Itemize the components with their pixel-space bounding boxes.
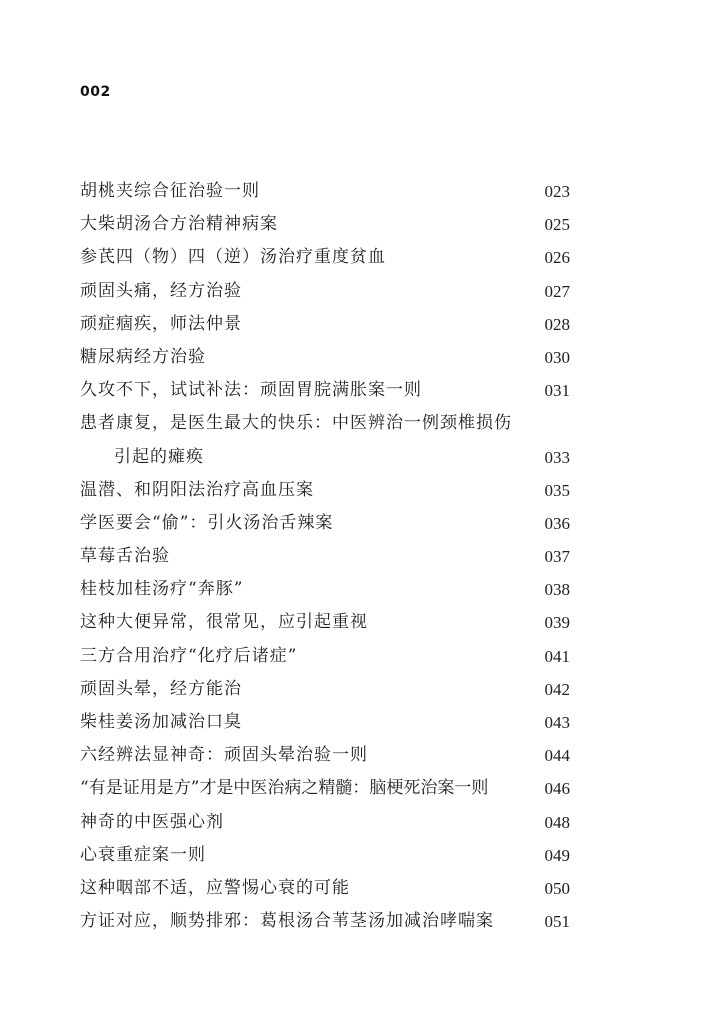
toc-entry-page: 035	[544, 480, 570, 500]
toc-entry	[80, 872, 570, 905]
toc-entry-page: 049	[544, 845, 570, 865]
toc-entry	[80, 208, 570, 241]
toc-entry-page: 025	[544, 215, 570, 235]
toc-entry-title-line2: 引起的瘫痪	[114, 446, 204, 467]
toc-entry-title: 顽症痼疾，师法仲景	[80, 313, 242, 334]
toc-entry-title: 大柴胡汤合方治精神病案	[80, 214, 278, 235]
toc-entry-page: 037	[544, 547, 570, 567]
toc-entry-page: 039	[544, 613, 570, 633]
toc-entry-title: 方证对应，顺势排邪：葛根汤合苇茎汤加减治哮喘案	[80, 911, 494, 932]
toc-entry-page: 028	[544, 314, 570, 334]
toc-entry-title: 心衰重症案一则	[80, 844, 206, 865]
toc-entry	[80, 474, 570, 507]
toc-entry-title: 参芪四（物）四（逆）汤治疗重度贫血	[80, 247, 386, 268]
toc-entry-title: 久攻不下，试试补法：顽固胃脘满胀案一则	[80, 380, 422, 401]
toc-entry-title: 温潜、和阴阳法治疗高血压案	[80, 479, 314, 500]
toc-entry	[80, 341, 570, 374]
toc-entry-title: 这种大便异常，很常见，应引起重视	[80, 612, 368, 633]
toc-entry	[80, 507, 570, 540]
toc-entry-title: 顽固头晕，经方能治	[80, 678, 242, 699]
toc-entry	[80, 839, 570, 872]
toc-entry-title: 草莓舌治验	[80, 546, 170, 567]
toc-entry	[80, 806, 570, 839]
toc-entry-title: “有是证用是方”才是中医治病之精髓：脑梗死治案一则	[80, 778, 489, 799]
toc-entry-page: 023	[544, 181, 570, 201]
toc-entry-page: 027	[544, 281, 570, 301]
toc-entry	[80, 640, 570, 673]
toc-entry-title: 柴桂姜汤加减治口臭	[80, 712, 242, 733]
toc-entry-page: 026	[544, 248, 570, 268]
toc-entry-page: 031	[544, 381, 570, 401]
toc-entry	[80, 905, 570, 938]
toc-entry-title: 学医要会“偷”：引火汤治舌辣案	[80, 512, 334, 533]
toc-entry-page: 033	[544, 447, 570, 467]
toc-entry	[80, 772, 570, 805]
toc-entry	[80, 673, 570, 706]
toc-entry-page: 044	[544, 746, 570, 766]
toc-entry-title: 桂枝加桂汤疗“奔豚”	[80, 579, 244, 600]
toc-entry	[80, 374, 570, 407]
toc-entry-title: 胡桃夹综合征治验一则	[80, 181, 260, 201]
toc-entry	[80, 241, 570, 274]
toc-entry-page: 036	[544, 513, 570, 533]
toc-entry-page: 048	[544, 812, 570, 832]
toc-entry	[80, 540, 570, 573]
toc-entry	[80, 175, 570, 208]
toc-entry-title-line1: 患者康复，是医生最大的快乐：中医辨治一例颈椎损伤	[80, 413, 512, 434]
toc-entry	[80, 606, 570, 639]
table-of-contents	[80, 175, 570, 938]
toc-entry-title: 顽固头痛，经方治验	[80, 280, 242, 301]
toc-entry-title: 这种咽部不适，应警惕心衰的可能	[80, 877, 350, 898]
toc-entry	[80, 407, 570, 473]
toc-entry-page: 043	[544, 713, 570, 732]
toc-entry-page: 050	[544, 878, 570, 898]
toc-entry	[80, 739, 570, 772]
page-number: 002	[80, 84, 111, 100]
toc-entry	[80, 573, 570, 606]
toc-entry	[80, 706, 570, 739]
toc-entry-title	[80, 407, 570, 473]
toc-entry-title: 三方合用治疗“化疗后诸症”	[80, 645, 298, 666]
toc-entry	[80, 275, 570, 308]
toc-entry-page: 041	[544, 646, 570, 666]
toc-entry	[80, 308, 570, 341]
toc-entry-page: 042	[544, 679, 570, 699]
toc-entry-page: 046	[544, 779, 570, 799]
toc-entry-title: 神奇的中医强心剂	[80, 811, 224, 832]
toc-entry-page: 038	[544, 580, 570, 600]
toc-entry-page: 030	[544, 347, 570, 367]
toc-entry-title: 糖尿病经方治验	[80, 346, 206, 367]
toc-entry-title: 六经辨法显神奇：顽固头晕治验一则	[80, 745, 368, 766]
toc-entry-page: 051	[544, 912, 570, 932]
